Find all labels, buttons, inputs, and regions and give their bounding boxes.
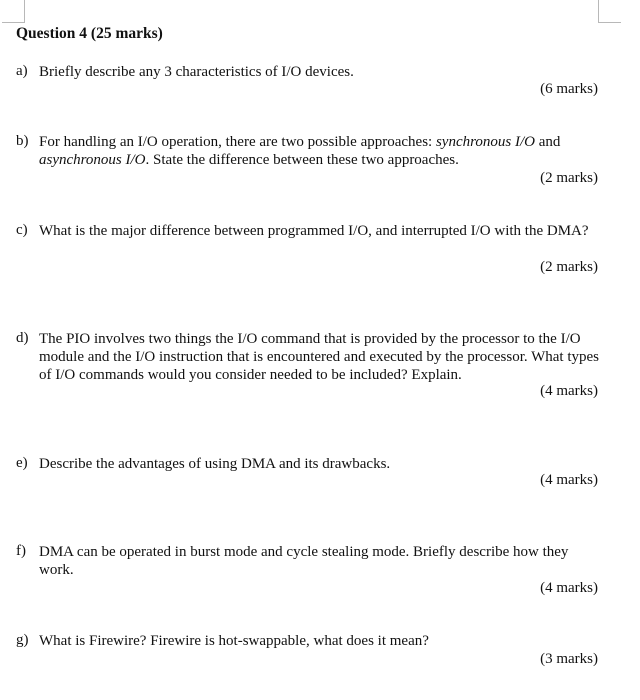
question-f-marks: (4 marks) [540,580,598,596]
question-c-text: What is the major difference between programmed I/O, and interrupted I/O with the DMA? [39,223,589,239]
question-b-text-part2: and [535,134,561,150]
crop-mark-top-left [2,0,25,23]
question-b-marks: (2 marks) [540,170,598,186]
question-b-text-part1: For handling an I/O operation, there are two possible approaches: [39,134,436,150]
crop-mark-top-right [598,0,621,23]
question-b-text [39,133,605,169]
question-b-italic-synchronous: synchronous I/O [435,134,535,150]
question-e-letter: e) [16,455,28,471]
question-a-letter: a) [16,63,28,79]
question-b-letter: b) [16,133,29,149]
question-g-text: What is Firewire? Firewire is hot-swappable, what does it mean? [39,633,429,649]
question-title: Question 4 (25 marks) [16,25,163,42]
question-e-marks: (4 marks) [540,472,598,488]
question-a-marks: (6 marks) [540,81,598,97]
question-d-letter: d) [16,330,29,346]
question-c-letter: c) [16,222,28,238]
question-e-text: Describe the advantages of using DMA and its drawbacks. [39,456,391,472]
question-f-letter: f) [16,543,26,559]
question-b-text-part3: . State the difference between these two approaches. [145,152,459,168]
question-d-marks: (4 marks) [540,383,598,399]
question-c-marks: (2 marks) [540,259,598,275]
question-d-text: The PIO involves two things the I/O command that is provided by the processor to the I/O module and the I/O instruction that is encountered and executed by the processor. What types of I/O commands would you consider needed to be included? Explain. [39,331,599,383]
question-b-italic-asynchronous: asynchronous I/O [39,152,146,168]
question-f-text: DMA can be operated in burst mode and cycle stealing mode. Briefly describe how they work. [39,544,569,578]
question-a-text: Briefly describe any 3 characteristics of I/O devices. [39,64,354,80]
question-g-letter: g) [16,632,29,648]
question-g-marks: (3 marks) [540,651,598,667]
